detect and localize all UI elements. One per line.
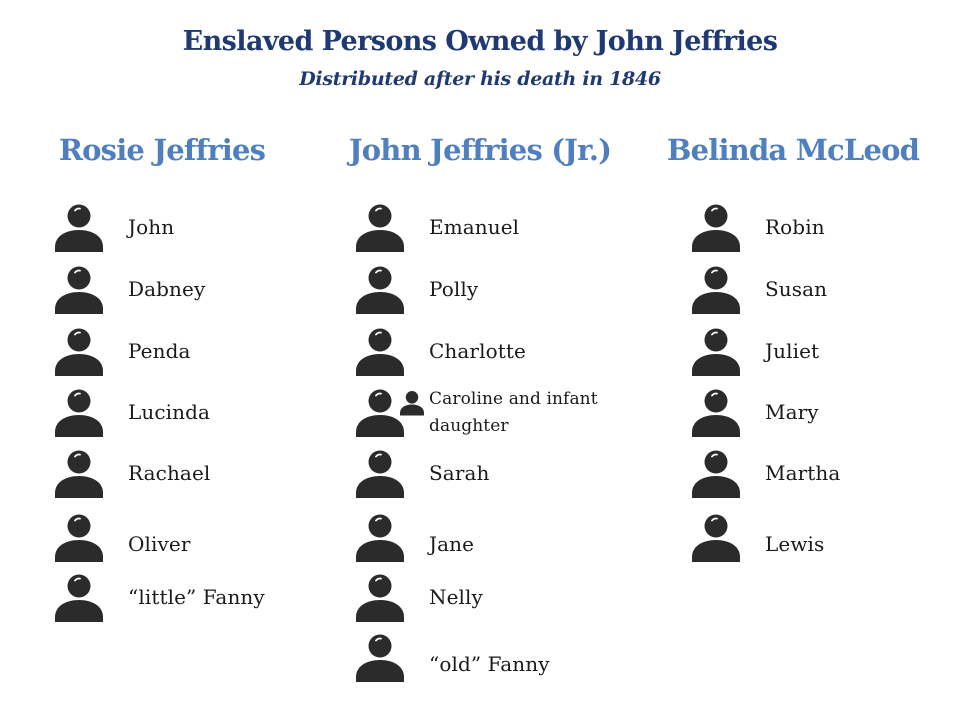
person-icon (691, 513, 741, 563)
column-heading-john-jeffries-jr: John Jeffries (Jr.) (348, 133, 612, 167)
person-icon (691, 327, 741, 377)
person-name: Dabney (128, 277, 206, 301)
person-name: Lewis (765, 532, 825, 556)
person-name: “old” Fanny (429, 652, 550, 676)
person-name: Juliet (765, 339, 820, 363)
person-name: Rachael (128, 461, 211, 485)
person-icon (355, 449, 405, 499)
person-icon (355, 388, 405, 438)
person-name: Nelly (429, 585, 483, 609)
diagram-subtitle: Distributed after his death in 1846 (299, 68, 661, 90)
person-name: Sarah (429, 461, 490, 485)
column-heading-belinda-mcleod: Belinda McLeod (666, 133, 920, 167)
person-name: Penda (128, 339, 191, 363)
diagram-title: Enslaved Persons Owned by John Jeffries (182, 26, 778, 57)
person-icon (54, 449, 104, 499)
person-name: Martha (765, 461, 841, 485)
person-icon (355, 265, 405, 315)
person-icon (355, 513, 405, 563)
person-icon (54, 573, 104, 623)
person-name: Emanuel (429, 215, 520, 239)
person-icon (691, 449, 741, 499)
person-icon (54, 265, 104, 315)
person-name: Jane (429, 532, 475, 556)
person-name: Caroline and infant daughter (429, 389, 598, 436)
person-name: Susan (765, 277, 828, 301)
person-name: “little” Fanny (128, 585, 265, 609)
person-name: Oliver (128, 532, 191, 556)
person-icon (54, 203, 104, 253)
person-name: Mary (765, 400, 819, 424)
person-icon (355, 573, 405, 623)
person-icon (355, 327, 405, 377)
person-icon (355, 633, 405, 683)
person-name: Robin (765, 215, 825, 239)
person-name: John (128, 215, 175, 239)
person-icon (54, 327, 104, 377)
person-icon (54, 388, 104, 438)
person-icon (691, 388, 741, 438)
infant-icon (399, 390, 425, 416)
person-name: Lucinda (128, 400, 211, 424)
person-name: Polly (429, 277, 479, 301)
person-name: Charlotte (429, 339, 526, 363)
person-icon (691, 265, 741, 315)
person-icon (54, 513, 104, 563)
column-heading-rosie-jeffries: Rosie Jeffries (58, 133, 266, 167)
person-icon (355, 203, 405, 253)
person-icon (691, 203, 741, 253)
